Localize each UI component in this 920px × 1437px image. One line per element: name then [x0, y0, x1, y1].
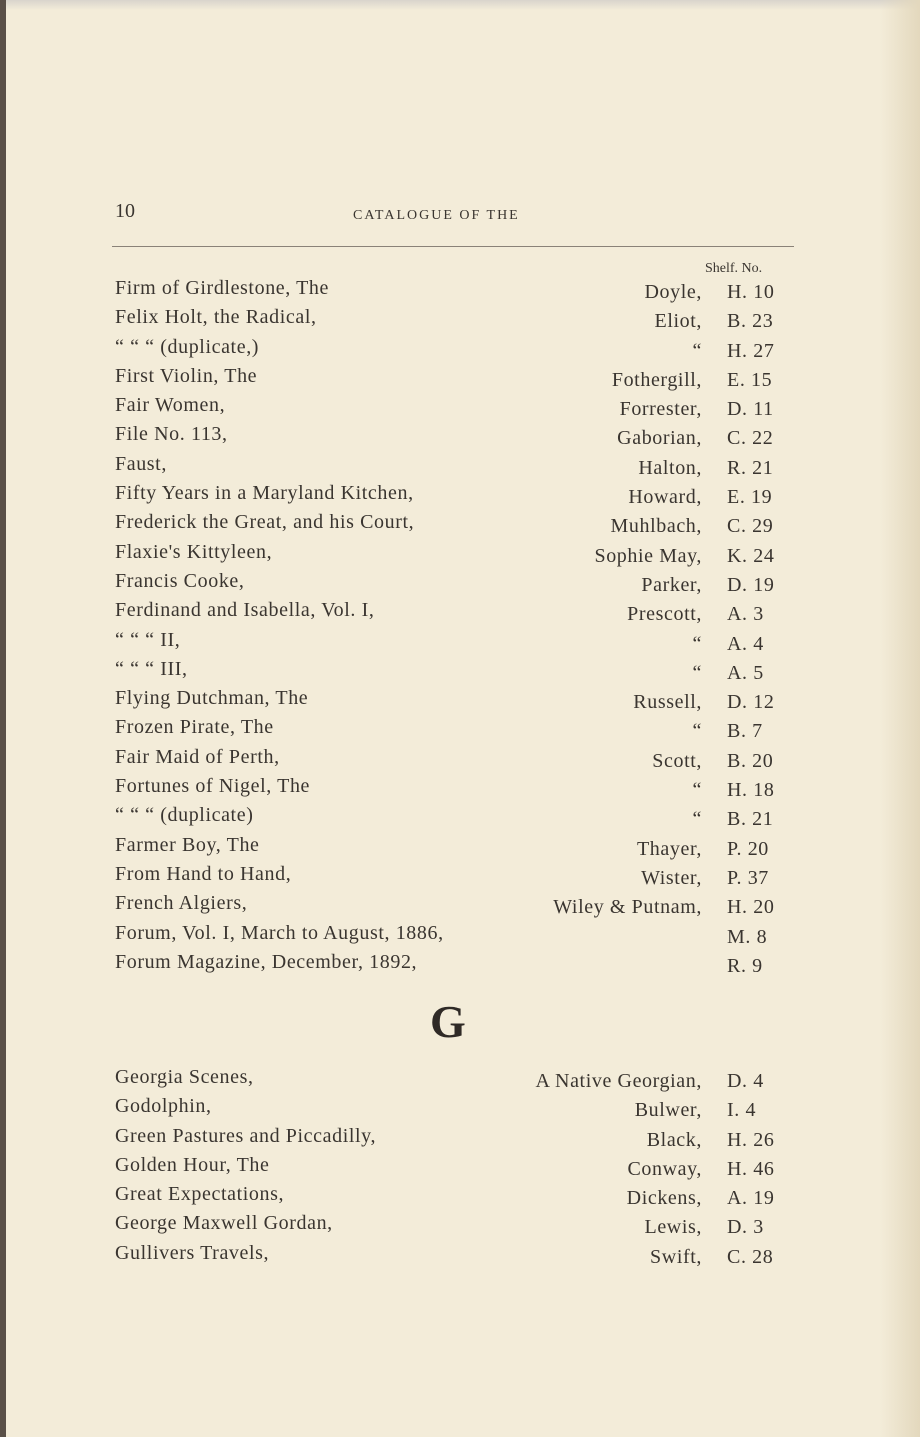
section-g-heading: G: [430, 996, 466, 1047]
catalogue-entry: [115, 863, 795, 892]
entry-shelf: P. 20: [727, 837, 769, 860]
entry-shelf: A. 4: [727, 632, 764, 655]
entry-shelf: A. 5: [727, 661, 764, 684]
entry-author: Wister,: [641, 866, 702, 889]
entry-shelf: P. 37: [727, 866, 769, 889]
catalogue-entry: [115, 834, 795, 863]
entry-shelf: D. 3: [727, 1216, 764, 1239]
catalogue-entry: [115, 453, 795, 482]
entry-title: Flaxie's Kittyleen,: [115, 540, 273, 563]
binding-edge: [0, 0, 6, 1437]
page-number: 10: [115, 200, 135, 222]
entry-title: Felix Holt, the Radical,: [115, 306, 317, 329]
entry-author: Fothergill,: [611, 368, 702, 391]
entry-author: Sophie May,: [594, 544, 702, 567]
entry-shelf: I. 4: [727, 1099, 757, 1122]
catalogue-entry: [115, 423, 795, 452]
entry-title: George Maxwell Gordan,: [115, 1212, 333, 1235]
entry-title: Fair Women,: [115, 394, 226, 417]
catalogue-entry: [115, 277, 795, 306]
entry-title: “ “ “ III,: [115, 657, 188, 680]
entry-author: “: [692, 808, 702, 831]
running-title: CATALOGUE OF THE: [353, 208, 520, 223]
catalogue-entry: [115, 775, 795, 804]
entry-shelf: B. 23: [727, 310, 774, 333]
entry-author: Prescott,: [627, 603, 702, 626]
entry-author: Scott,: [652, 749, 702, 772]
catalogue-entry: [115, 1154, 795, 1183]
catalogue-entry: [115, 804, 795, 833]
entry-title: Firm of Girdlestone, The: [115, 277, 329, 299]
catalogue-entry: [115, 658, 795, 687]
entry-shelf: D. 12: [727, 691, 775, 714]
entry-shelf: B. 20: [727, 749, 774, 772]
catalogue-entry: [115, 336, 795, 365]
catalogue-entry: [115, 365, 795, 394]
catalogue-entry: [115, 541, 795, 570]
entry-author: Halton,: [638, 456, 702, 479]
entry-title: Fair Maid of Perth,: [115, 745, 280, 768]
entry-title: Faust,: [115, 452, 167, 475]
entry-shelf: A. 19: [727, 1187, 775, 1210]
entry-title: “ “ “ II,: [115, 628, 181, 651]
entry-shelf: H. 27: [727, 339, 775, 362]
entry-title: Green Pastures and Piccadilly,: [115, 1124, 377, 1147]
entry-shelf: B. 7: [727, 720, 763, 743]
entry-shelf: H. 18: [727, 779, 775, 802]
entry-shelf: M. 8: [727, 925, 768, 948]
entry-title: Forum Magazine, December, 1892,: [115, 950, 418, 973]
entry-shelf: C. 29: [727, 515, 774, 538]
catalogue-entry: [115, 511, 795, 540]
entry-shelf: H. 10: [727, 281, 775, 303]
entry-author: Thayer,: [636, 837, 702, 860]
entry-author: “: [692, 779, 702, 802]
entry-title: Flying Dutchman, The: [115, 687, 309, 710]
catalogue-entry: [115, 570, 795, 599]
catalogue-entry: [115, 687, 795, 716]
entry-author: Black,: [646, 1128, 702, 1151]
entry-title: Gullivers Travels,: [115, 1241, 270, 1264]
catalogue-entry: [115, 1095, 795, 1124]
entry-shelf: H. 46: [727, 1157, 775, 1180]
entry-title: Godolphin,: [115, 1095, 212, 1118]
entry-title: Francis Cooke,: [115, 569, 245, 592]
entry-shelf: D. 11: [727, 398, 774, 421]
catalogue-entry: [115, 1212, 795, 1241]
entry-author: Forrester,: [619, 398, 702, 421]
entry-title: Farmer Boy, The: [115, 833, 260, 856]
page-gutter-shadow: [880, 0, 920, 1437]
entry-author: Conway,: [627, 1157, 702, 1180]
entry-author: Bulwer,: [634, 1099, 702, 1122]
entry-shelf: B. 21: [727, 808, 774, 831]
entry-title: First Violin, The: [115, 364, 258, 387]
catalogue-entry: [115, 482, 795, 511]
entry-title: Forum, Vol. I, March to August, 1886,: [115, 921, 444, 944]
entry-shelf: E. 15: [727, 368, 773, 391]
header-rule: [112, 246, 794, 247]
entry-author: Howard,: [628, 486, 702, 509]
entry-author: Gaborian,: [617, 427, 702, 450]
entry-shelf: R. 21: [727, 456, 774, 479]
catalogue-entry: [115, 394, 795, 423]
section-f-list: [115, 277, 795, 980]
catalogue-entry: [115, 716, 795, 745]
entry-author: Swift,: [650, 1245, 702, 1268]
entry-author: Parker,: [641, 573, 702, 596]
section-g-list: [115, 1066, 795, 1271]
entry-author: Muhlbach,: [610, 515, 702, 538]
entry-author: A Native Georgian,: [535, 1070, 702, 1092]
shelf-column-header: Shelf. No.: [705, 261, 763, 276]
catalogue-entry: [115, 892, 795, 921]
catalogue-entry: [115, 1183, 795, 1212]
entry-title: From Hand to Hand,: [115, 862, 292, 885]
entry-title: “ “ “ (duplicate,): [115, 335, 260, 358]
catalogue-entry: [115, 951, 795, 980]
entry-title: Ferdinand and Isabella, Vol. I,: [115, 599, 375, 622]
catalogue-entry: [115, 629, 795, 658]
entry-shelf: K. 24: [727, 544, 775, 567]
entry-author: Russell,: [633, 691, 702, 714]
entry-author: Lewis,: [644, 1216, 702, 1239]
catalogue-entry: [115, 922, 795, 951]
entry-shelf: A. 3: [727, 603, 764, 626]
entry-author: “: [692, 720, 702, 743]
entry-title: File No. 113,: [115, 423, 228, 446]
catalogue-entry: [115, 599, 795, 628]
entry-author: Wiley & Putnam,: [553, 896, 702, 919]
entry-author: “: [692, 339, 702, 362]
entry-shelf: C. 22: [727, 427, 774, 450]
page-header: [115, 200, 795, 230]
entry-shelf: D. 4: [727, 1070, 764, 1092]
entry-title: Fortunes of Nigel, The: [115, 775, 311, 798]
entry-author: Eliot,: [654, 310, 702, 333]
entry-shelf: C. 28: [727, 1245, 774, 1268]
entry-title: Great Expectations,: [115, 1183, 285, 1206]
entry-shelf: E. 19: [727, 486, 773, 509]
entry-title: Golden Hour, The: [115, 1153, 270, 1176]
entry-title: Frozen Pirate, The: [115, 716, 274, 739]
catalogue-entry: [115, 306, 795, 335]
catalogue-entry: [115, 746, 795, 775]
entry-shelf: D. 19: [727, 573, 775, 596]
entry-author: “: [692, 632, 702, 655]
catalogue-entry: [115, 1242, 795, 1271]
entry-shelf: H. 26: [727, 1128, 775, 1151]
entry-title: French Algiers,: [115, 892, 248, 915]
entry-title: “ “ “ (duplicate): [115, 804, 254, 827]
catalogue-entry: [115, 1125, 795, 1154]
entry-author: Dickens,: [626, 1187, 702, 1210]
catalogue-entry: [115, 1066, 795, 1095]
entry-author: Doyle,: [644, 281, 702, 303]
entry-title: Fifty Years in a Maryland Kitchen,: [115, 482, 414, 505]
entry-shelf: H. 20: [727, 896, 775, 919]
entry-title: Georgia Scenes,: [115, 1066, 254, 1088]
page-top-shadow: [0, 0, 920, 10]
entry-shelf: R. 9: [727, 954, 763, 977]
entry-author: “: [692, 661, 702, 684]
entry-title: Frederick the Great, and his Court,: [115, 511, 415, 534]
